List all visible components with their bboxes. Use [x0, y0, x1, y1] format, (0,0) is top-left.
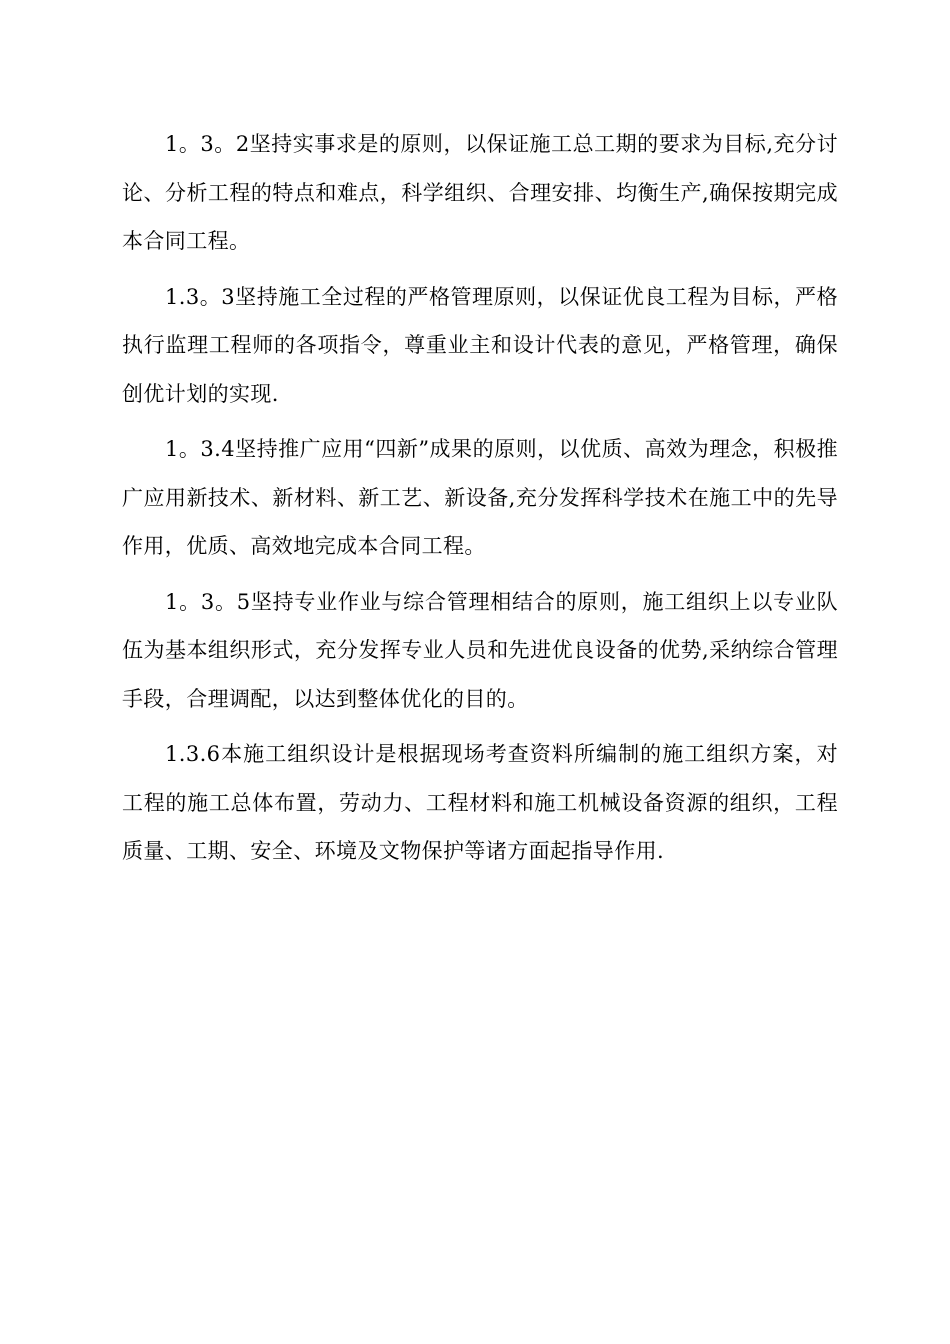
paragraph-1-3-4: 1。3.4坚持推广应用“四新”成果的原则，以优质、高效为理念，积极推广应用新技术、新材料、新工艺、新设备,充分发挥科学技术在施工中的先导作用，优质、高效地完成本合同工程。 — [122, 437, 838, 558]
paragraph-1-3-6: 1.3.6本施工组织设计是根据现场考查资料所编制的施工组织方案，对工程的施工总体布置，劳动力、工程材料和施工机械设备资源的组织，工程质量、工期、安全、环境及文物保护等诸方面起指导作用. — [122, 742, 838, 863]
document-body — [122, 120, 838, 883]
paragraph-1-3-2: 1。3。2坚持实事求是的原则，以保证施工总工期的要求为目标,充分讨论、分析工程的特点和难点，科学组织、合理安排、均衡生产,确保按期完成本合同工程。 — [122, 132, 838, 253]
paragraph-1-3-3: 1.3。3坚持施工全过程的严格管理原则，以保证优良工程为目标，严格执行监理工程师的各项指令，尊重业主和设计代表的意见，严格管理，确保创优计划的实现. — [122, 284, 838, 406]
paragraph-1-3-5: 1。3。5坚持专业作业与综合管理相结合的原则，施工组织上以专业队伍为基本组织形式，充分发挥专业人员和先进优良设备的优势,采纳综合管理手段，合理调配，以达到整体优化的目的。 — [122, 589, 838, 711]
